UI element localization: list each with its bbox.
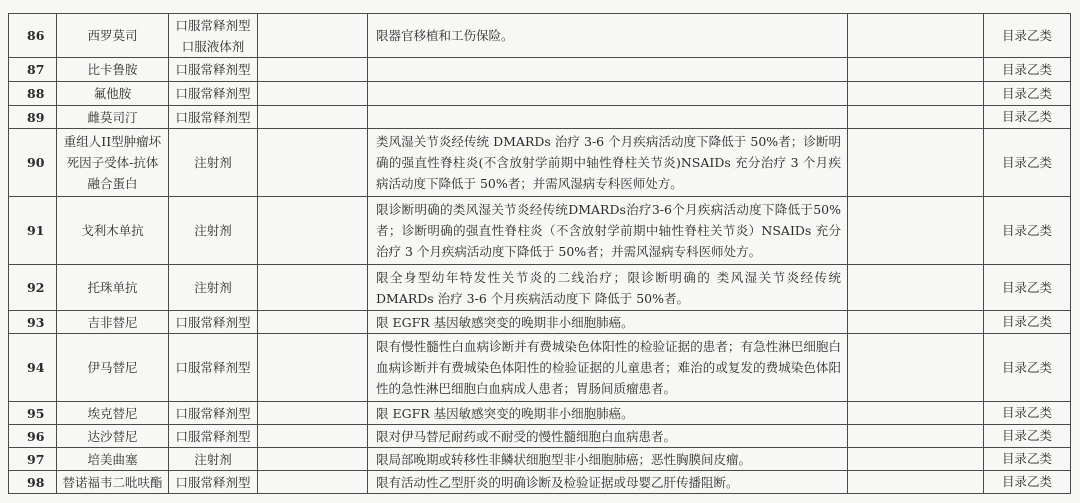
restriction-text: 限对伊马替尼耐药或不耐受的慢性髓细胞白血病患者。	[368, 425, 848, 448]
drug-name: 吉非替尼	[57, 311, 169, 334]
empty-cell	[258, 197, 368, 265]
dosage-form: 口服常释剂型	[169, 425, 258, 448]
empty-cell	[258, 82, 368, 106]
table-row	[9, 402, 1071, 425]
restriction-text: 限 EGFR 基因敏感突变的晚期非小细胞肺癌。	[368, 311, 848, 334]
row-number: 97	[9, 448, 57, 471]
restriction-text: 限 EGFR 基因敏感突变的晚期非小细胞肺癌。	[368, 402, 848, 425]
empty-cell	[258, 311, 368, 334]
drug-list-table	[8, 13, 1071, 494]
table-row	[9, 14, 1071, 58]
category-label: 目录乙类	[984, 425, 1071, 448]
restriction-text: 限器官移植和工伤保险。	[368, 14, 848, 58]
category-label: 目录乙类	[984, 265, 1071, 311]
table-row	[9, 311, 1071, 334]
empty-cell	[848, 425, 984, 448]
row-number: 95	[9, 402, 57, 425]
drug-name: 培美曲塞	[57, 448, 169, 471]
empty-cell	[848, 334, 984, 402]
empty-cell	[848, 58, 984, 82]
category-label: 目录乙类	[984, 402, 1071, 425]
restriction-text: 限有慢性髓性白血病诊断并有费城染色体阳性的检验证据的患者；有急性淋巴细胞白血病诊断并有费城染色体阳性的检验证据的儿童患者；难治的或复发的费城染色体阳性的急性淋巴细胞白血病成人患者；胃肠间质瘤患者。	[368, 334, 848, 402]
row-number: 87	[9, 58, 57, 82]
empty-cell	[258, 14, 368, 58]
empty-cell	[258, 402, 368, 425]
row-number: 96	[9, 425, 57, 448]
empty-cell	[848, 471, 984, 494]
table-row	[9, 106, 1071, 129]
empty-cell	[848, 265, 984, 311]
category-label: 目录乙类	[984, 311, 1071, 334]
table-row	[9, 425, 1071, 448]
empty-cell	[258, 334, 368, 402]
dosage-form: 口服常释剂型	[169, 471, 258, 494]
drug-name: 托珠单抗	[57, 265, 169, 311]
empty-cell	[258, 129, 368, 197]
dosage-form: 口服常释剂型	[169, 311, 258, 334]
row-number: 98	[9, 471, 57, 494]
drug-name: 氟他胺	[57, 82, 169, 106]
dosage-form: 口服常释剂型 口服液体剂	[169, 14, 258, 58]
restriction-text	[368, 82, 848, 106]
drug-name: 比卡鲁胺	[57, 58, 169, 82]
category-label: 目录乙类	[984, 82, 1071, 106]
empty-cell	[258, 425, 368, 448]
dosage-form: 口服常释剂型	[169, 58, 258, 82]
dosage-form: 注射剂	[169, 448, 258, 471]
dosage-form: 注射剂	[169, 265, 258, 311]
drug-name: 替诺福韦二吡呋酯	[57, 471, 169, 494]
row-number: 89	[9, 106, 57, 129]
empty-cell	[258, 448, 368, 471]
drug-name: 雌莫司汀	[57, 106, 169, 129]
drug-name: 西罗莫司	[57, 14, 169, 58]
restriction-text	[368, 106, 848, 129]
table-row	[9, 265, 1071, 311]
empty-cell	[848, 311, 984, 334]
table-row	[9, 334, 1071, 402]
dosage-form: 口服常释剂型	[169, 106, 258, 129]
drug-name: 伊马替尼	[57, 334, 169, 402]
table-row	[9, 129, 1071, 197]
dosage-form: 注射剂	[169, 129, 258, 197]
restriction-text: 类风湿关节炎经传统 DMARDs 治疗 3-6 个月疾病活动度下降低于 50%者；诊断明确的强直性脊柱炎(不含放射学前期中轴性脊柱关节炎)NSAIDs 充分治疗 3 个月疾病活动度下降低于 50%者；并需风湿病专科医师处方。	[368, 129, 848, 197]
category-label: 目录乙类	[984, 197, 1071, 265]
row-number: 86	[9, 14, 57, 58]
row-number: 93	[9, 311, 57, 334]
empty-cell	[848, 82, 984, 106]
restriction-text: 限有活动性乙型肝炎的明确诊断及检验证据或母婴乙肝传播阻断。	[368, 471, 848, 494]
dosage-form: 注射剂	[169, 197, 258, 265]
restriction-text: 限局部晚期或转移性非鳞状细胞型非小细胞肺癌；恶性胸膜间皮瘤。	[368, 448, 848, 471]
empty-cell	[848, 197, 984, 265]
empty-cell	[258, 106, 368, 129]
restriction-text: 限诊断明确的类风湿关节炎经传统DMARDs治疗3-6个月疾病活动度下降低于50%者；诊断明确的强直性脊柱炎（不含放射学前期中轴性脊柱关节炎）NSAIDs 充分治疗 3 个月疾病活动度下降低于 50%者；并需风湿病专科医师处方。	[368, 197, 848, 265]
drug-name: 戈利木单抗	[57, 197, 169, 265]
dosage-form: 口服常释剂型	[169, 402, 258, 425]
row-number: 94	[9, 334, 57, 402]
table-row	[9, 58, 1071, 82]
table-row	[9, 197, 1071, 265]
dosage-form: 口服常释剂型	[169, 82, 258, 106]
row-number: 92	[9, 265, 57, 311]
category-label: 目录乙类	[984, 448, 1071, 471]
empty-cell	[258, 471, 368, 494]
drug-name: 达沙替尼	[57, 425, 169, 448]
restriction-text	[368, 58, 848, 82]
table-row	[9, 82, 1071, 106]
category-label: 目录乙类	[984, 129, 1071, 197]
drug-name: 重组人II型肿瘤坏死因子受体-抗体融合蛋白	[57, 129, 169, 197]
empty-cell	[258, 58, 368, 82]
row-number: 88	[9, 82, 57, 106]
category-label: 目录乙类	[984, 106, 1071, 129]
category-label: 目录乙类	[984, 58, 1071, 82]
row-number: 91	[9, 197, 57, 265]
table-row	[9, 448, 1071, 471]
category-label: 目录乙类	[984, 334, 1071, 402]
empty-cell	[848, 14, 984, 58]
empty-cell	[258, 265, 368, 311]
restriction-text: 限全身型幼年特发性关节炎的二线治疗；限诊断明确的 类风湿关节炎经传统 DMARDs 治疗 3-6 个月疾病活动度下 降低于 50%者。	[368, 265, 848, 311]
empty-cell	[848, 402, 984, 425]
row-number: 90	[9, 129, 57, 197]
table-row	[9, 471, 1071, 494]
drug-name: 埃克替尼	[57, 402, 169, 425]
category-label: 目录乙类	[984, 471, 1071, 494]
empty-cell	[848, 129, 984, 197]
category-label: 目录乙类	[984, 14, 1071, 58]
dosage-form: 口服常释剂型	[169, 334, 258, 402]
empty-cell	[848, 448, 984, 471]
empty-cell	[848, 106, 984, 129]
